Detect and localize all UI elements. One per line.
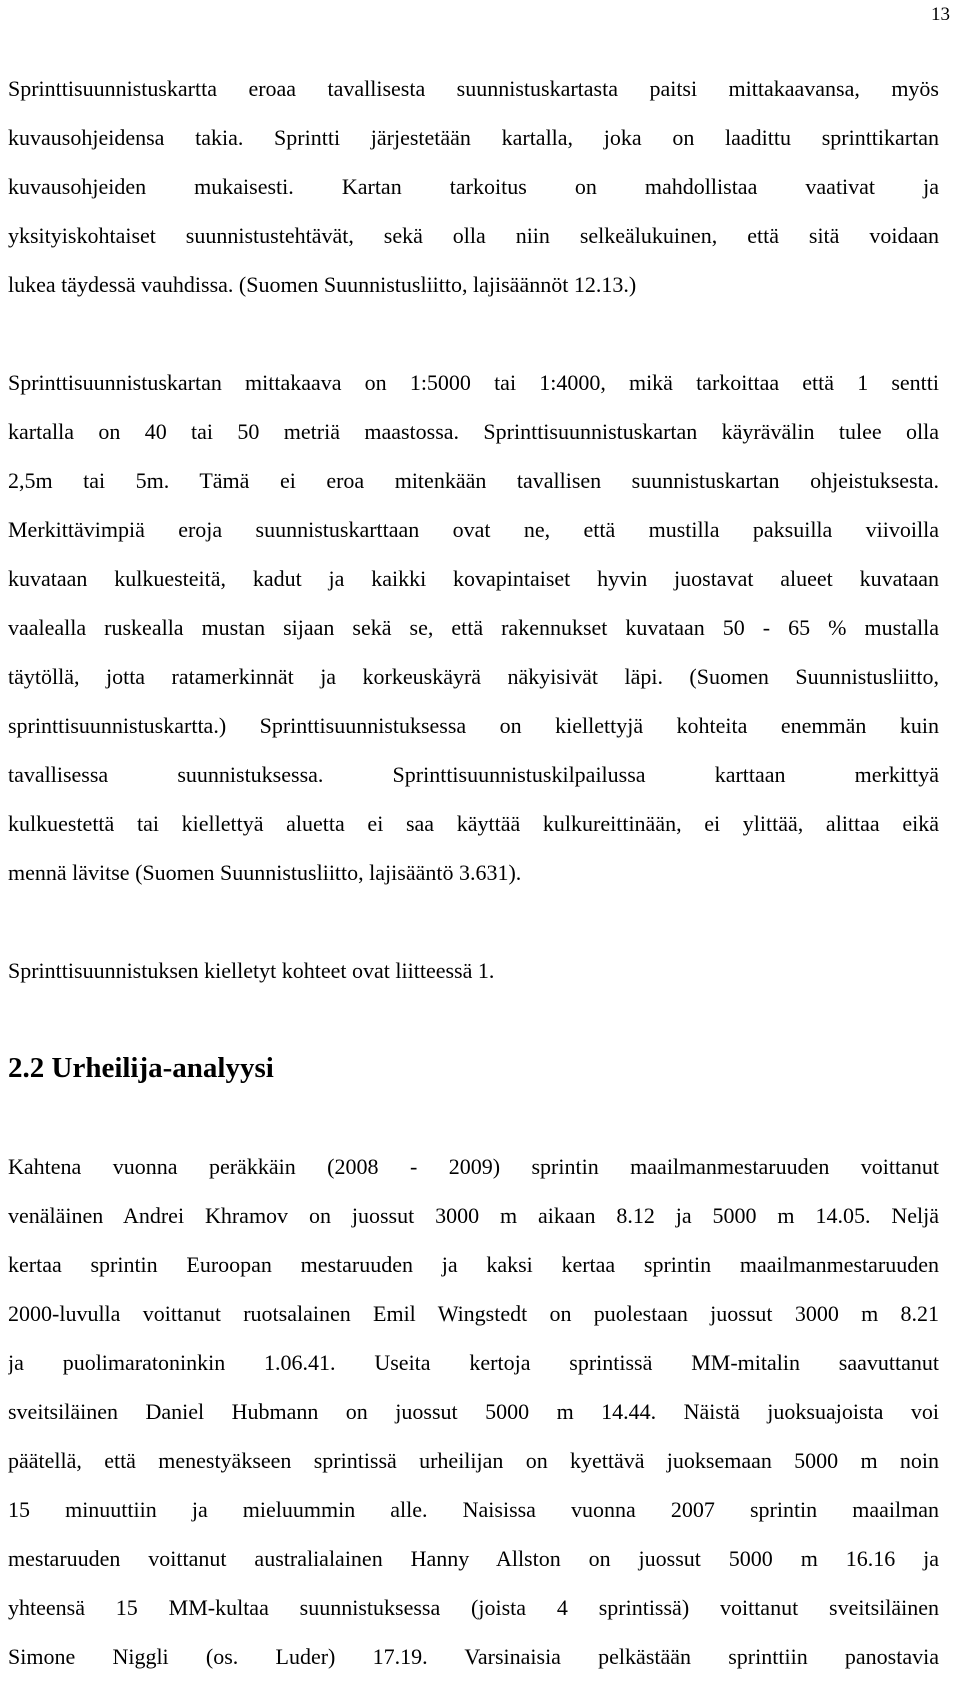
section-heading: 2.2 Urheilija-analyysi (8, 1052, 274, 1084)
paragraph-gap (8, 1093, 939, 1142)
text-line: venäläinen Andrei Khramov on juossut 3000 m aikaan 8.12 ja 5000 m 14.05. Neljä (8, 1203, 939, 1228)
text-line: kulkuestettä tai kiellettyä aluetta ei saa käyttää kulkureittinään, ei ylittää, alittaa eikä (8, 811, 939, 836)
text-line: Simone Niggli (os. Luder) 17.19. Varsinaisia pelkästään sprinttiin panostavia (8, 1644, 939, 1669)
text-line: yksityiskohtaiset suunnistustehtävät, sekä olla niin selkeälukuinen, että sitä voidaan (8, 223, 939, 248)
text-line: kuvausohjeidensa takia. Sprintti järjestetään kartalla, joka on laadittu sprinttikartan (8, 125, 939, 150)
paragraph-gap (8, 309, 939, 358)
text-line: kuvausohjeiden mukaisesti. Kartan tarkoitus on mahdollistaa vaativat ja (8, 174, 939, 199)
text-line: kertaa sprintin Euroopan mestaruuden ja kaksi kertaa sprintin maailmanmestaruuden (8, 1252, 939, 1277)
text-line: kartalla on 40 tai 50 metriä maastossa. Sprinttisuunnistuskartan käyrävälin tulee olla (8, 419, 939, 444)
text-line: vaalealla ruskealla mustan sijaan sekä se, että rakennukset kuvataan 50 - 65 % mustalla (8, 615, 939, 640)
paragraph-gap (8, 897, 939, 946)
text-line: yhteensä 15 MM-kultaa suunnistuksessa (joista 4 sprintissä) voittanut sveitsiläinen (8, 1595, 939, 1620)
paragraph (8, 358, 939, 897)
paragraph (8, 1142, 939, 1681)
text-line: tavallisessa suunnistuksessa. Sprinttisuunnistuskilpailussa karttaan merkittyä (8, 762, 939, 787)
page-number: 13 (931, 4, 950, 25)
text-line: Kahtena vuonna peräkkäin (2008 - 2009) sprintin maailmanmestaruuden voittanut (8, 1154, 939, 1179)
paragraph (8, 946, 939, 995)
text-line: 2,5m tai 5m. Tämä ei eroa mitenkään tavallisen suunnistuskartan ohjeistuksesta. (8, 468, 939, 493)
text-line: 15 minuuttiin ja mieluummin alle. Naisissa vuonna 2007 sprintin maailman (8, 1497, 939, 1522)
text-line: kuvataan kulkuesteitä, kadut ja kaikki kovapintaiset hyvin juostavat alueet kuvataan (8, 566, 939, 591)
text-line: 2000-luvulla voittanut ruotsalainen Emil Wingstedt on puolestaan juossut 3000 m 8.21 (8, 1301, 939, 1326)
document-body (8, 64, 939, 1681)
text-line: sveitsiläinen Daniel Hubmann on juossut 5000 m 14.44. Näistä juoksuajoista voi (8, 1399, 939, 1424)
text-line: Sprinttisuunnistuskartan mittakaava on 1:5000 tai 1:4000, mikä tarkoittaa että 1 sentti (8, 370, 939, 395)
paragraph-gap (8, 995, 939, 1044)
text-line: lukea täydessä vauhdissa. (Suomen Suunnistusliitto, lajisäännöt 12.13.) (8, 272, 637, 297)
paragraph (8, 64, 939, 309)
text-line: Sprinttisuunnistuksen kielletyt kohteet ovat liitteessä 1. (8, 958, 495, 983)
text-line: täytöllä, jotta ratamerkinnät ja korkeuskäyrä näkyisivät läpi. (Suomen Suunnistusliitto, (8, 664, 939, 689)
text-line: sprinttisuunnistuskartta.) Sprinttisuunnistuksessa on kiellettyjä kohteita enemmän kuin (8, 713, 939, 738)
text-line: mestaruuden voittanut australialainen Hanny Allston on juossut 5000 m 16.16 ja (8, 1546, 939, 1571)
text-line: mennä lävitse (Suomen Suunnistusliitto, lajisääntö 3.631). (8, 860, 522, 885)
text-line: päätellä, että menestyäkseen sprintissä urheilijan on kyettävä juoksemaan 5000 m noin (8, 1448, 939, 1473)
text-line: Merkittävimpiä eroja suunnistuskarttaan ovat ne, että mustilla paksuilla viivoilla (8, 517, 939, 542)
text-line: Sprinttisuunnistuskartta eroaa tavallisesta suunnistuskartasta paitsi mittakaavansa, myös (8, 76, 939, 101)
text-line: ja puolimaratoninkin 1.06.41. Useita kertoja sprintissä MM-mitalin saavuttanut (8, 1350, 939, 1375)
